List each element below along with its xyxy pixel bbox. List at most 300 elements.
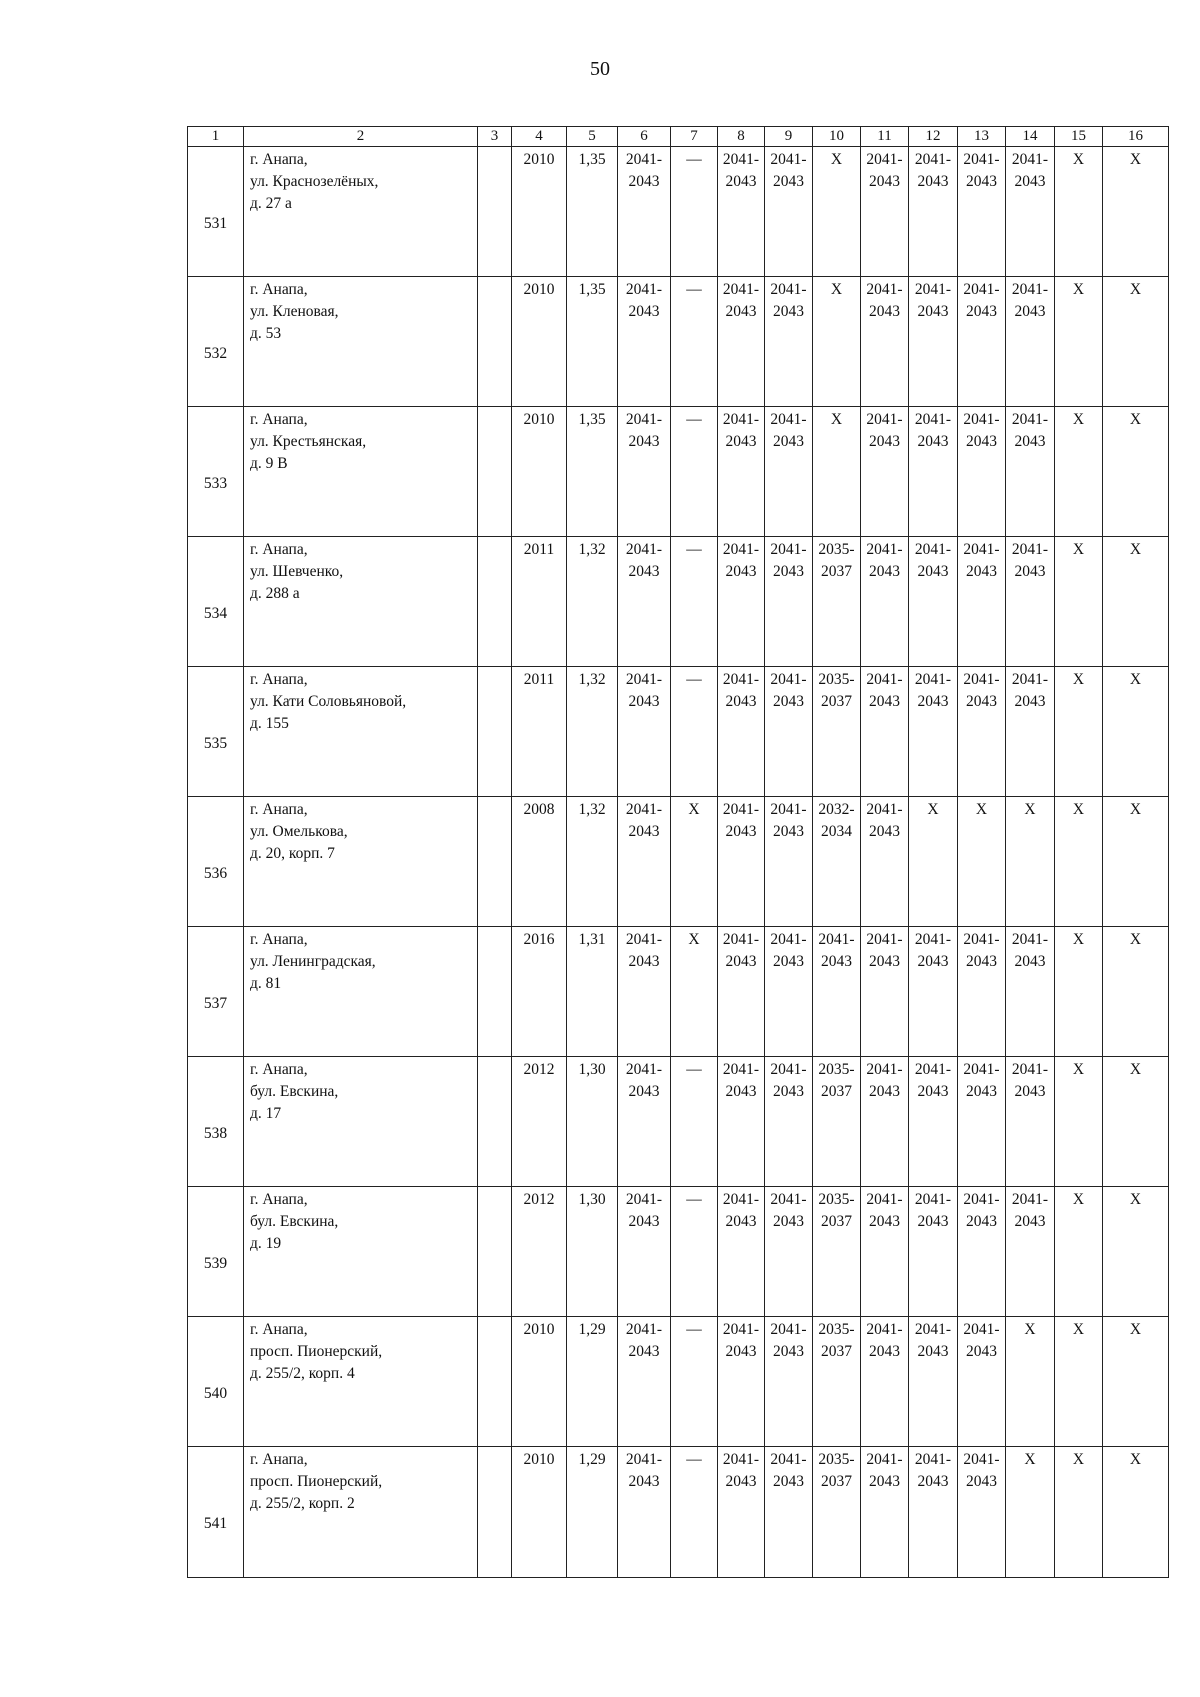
- cell-value: X: [1129, 1061, 1142, 1078]
- cell-value: 2041- 2043: [963, 541, 1000, 580]
- row-number-cell: [188, 407, 244, 537]
- data-cell: [958, 537, 1006, 667]
- table-row: [188, 1057, 1169, 1187]
- column-number-header: 11: [861, 127, 909, 147]
- data-cell: [958, 1317, 1006, 1447]
- column-number-header: 9: [765, 127, 813, 147]
- address-cell: [244, 1447, 478, 1578]
- data-cell: [478, 927, 512, 1057]
- data-cell: [1055, 537, 1103, 667]
- data-cell: [958, 797, 1006, 927]
- cell-value: 2041- 2043: [914, 1321, 952, 1360]
- data-cell: [567, 147, 618, 277]
- data-cell: [478, 537, 512, 667]
- data-cell: [567, 1447, 618, 1578]
- table-body: [188, 147, 1169, 1578]
- data-cell: [567, 927, 618, 1057]
- address-line: д. 53: [250, 325, 282, 342]
- cell-value: 2041- 2043: [866, 281, 903, 320]
- row-number: 537: [203, 994, 228, 1012]
- cell-value: X: [1072, 411, 1085, 428]
- address-line: д. 27 а: [250, 195, 292, 212]
- cell-value: 2041- 2043: [866, 1451, 903, 1490]
- cell-value: 2041- 2043: [1011, 1191, 1049, 1230]
- address-line: просп. Пионерский,: [250, 1343, 383, 1360]
- cell-value: X: [830, 281, 843, 298]
- data-cell: [671, 537, 718, 667]
- page-number: 50: [590, 58, 610, 80]
- address-line: г. Анапа,: [250, 151, 308, 168]
- data-cell: [1103, 1317, 1169, 1447]
- data-cell: [718, 407, 765, 537]
- column-number-header: 15: [1055, 127, 1103, 147]
- cell-value: 2032- 2034: [818, 801, 855, 840]
- row-number-cell: [188, 537, 244, 667]
- cell-value: 1,29: [578, 1451, 606, 1468]
- cell-value: 2041- 2043: [963, 671, 1000, 710]
- cell-value: X: [975, 801, 988, 818]
- cell-value: 2041- 2043: [722, 281, 760, 320]
- row-number-cell: [188, 667, 244, 797]
- data-cell: [512, 1317, 567, 1447]
- cell-value: 2041- 2043: [1011, 411, 1049, 450]
- table-row: [188, 277, 1169, 407]
- data-cell: [765, 537, 813, 667]
- cell-value: 1,29: [578, 1321, 606, 1338]
- cell-value: 2041- 2043: [914, 1061, 952, 1100]
- cell-value: 2041- 2043: [722, 1191, 760, 1230]
- row-number-cell: [188, 1057, 244, 1187]
- data-cell: [1006, 1317, 1055, 1447]
- address-line: ул. Краснозелёных,: [250, 173, 379, 190]
- data-cell: [567, 1187, 618, 1317]
- data-cell: [567, 1317, 618, 1447]
- data-cell: [1055, 147, 1103, 277]
- cell-value: X: [1129, 281, 1142, 298]
- cell-value: 2041- 2043: [914, 671, 952, 710]
- column-number-header: 8: [718, 127, 765, 147]
- cell-value: 1,32: [578, 541, 606, 558]
- cell-value: X: [1129, 1451, 1142, 1468]
- cell-value: 2010: [523, 151, 555, 168]
- cell-value: 2041- 2043: [963, 931, 1000, 970]
- cell-value: 2035- 2037: [818, 541, 855, 580]
- address-line: г. Анапа,: [250, 801, 308, 818]
- address-line: г. Анапа,: [250, 671, 308, 688]
- data-cell: [765, 1447, 813, 1578]
- address-cell: [244, 1187, 478, 1317]
- cell-value: 2041- 2043: [770, 411, 807, 450]
- data-cell: [958, 277, 1006, 407]
- data-cell: [861, 1187, 909, 1317]
- cell-value: 2041- 2043: [770, 281, 807, 320]
- cell-value: 2041- 2043: [625, 151, 663, 190]
- cell-value: 2041- 2043: [866, 541, 903, 580]
- data-cell: [861, 927, 909, 1057]
- data-cell: [813, 1447, 861, 1578]
- address-line: г. Анапа,: [250, 281, 308, 298]
- cell-value: 2041- 2043: [1011, 931, 1049, 970]
- data-cell: [512, 537, 567, 667]
- cell-value: 2041- 2043: [625, 801, 663, 840]
- row-number: 541: [203, 1515, 228, 1532]
- row-number: 535: [203, 734, 228, 752]
- data-cell: [567, 797, 618, 927]
- row-number: 536: [203, 864, 228, 882]
- table-row: [188, 1447, 1169, 1578]
- table-row: [188, 1187, 1169, 1317]
- address-line: ул. Ленинградская,: [250, 953, 376, 970]
- data-cell: [618, 927, 671, 1057]
- cell-value: 2041- 2043: [722, 1451, 760, 1490]
- cell-value: —: [686, 541, 702, 558]
- data-cell: [1006, 147, 1055, 277]
- data-cell: [813, 797, 861, 927]
- cell-value: —: [686, 1191, 702, 1208]
- address-line: г. Анапа,: [250, 1191, 308, 1208]
- cell-value: X: [1129, 411, 1142, 428]
- data-cell: [618, 797, 671, 927]
- data-cell: [671, 1187, 718, 1317]
- address-line: д. 255/2, корп. 4: [250, 1365, 355, 1382]
- cell-value: 2010: [523, 1321, 555, 1338]
- data-cell: [765, 277, 813, 407]
- cell-value: X: [1072, 931, 1085, 948]
- cell-value: 2041- 2043: [770, 151, 807, 190]
- data-cell: [958, 1447, 1006, 1578]
- cell-value: 2041- 2043: [722, 151, 760, 190]
- address-line: ул. Кленовая,: [250, 303, 339, 320]
- data-cell: [909, 147, 958, 277]
- cell-value: 2041- 2043: [866, 671, 903, 710]
- data-cell: [1006, 277, 1055, 407]
- cell-value: X: [1072, 541, 1085, 558]
- address-line: г. Анапа,: [250, 931, 308, 948]
- address-line: д. 255/2, корп. 2: [250, 1495, 355, 1512]
- data-cell: [1055, 1317, 1103, 1447]
- cell-value: 2041- 2043: [963, 411, 1000, 450]
- cell-value: 2041- 2043: [963, 1321, 1000, 1360]
- data-cell: [765, 1187, 813, 1317]
- data-cell: [909, 537, 958, 667]
- cell-value: 2041- 2043: [625, 281, 663, 320]
- data-cell: [813, 407, 861, 537]
- address-line: д. 155: [250, 715, 289, 732]
- cell-value: X: [1129, 1321, 1142, 1338]
- cell-value: 2011: [523, 671, 555, 688]
- data-cell: [512, 277, 567, 407]
- data-cell: [958, 927, 1006, 1057]
- row-number: 538: [203, 1124, 228, 1142]
- cell-value: 2041- 2043: [625, 931, 663, 970]
- cell-value: 2041- 2043: [963, 1191, 1000, 1230]
- data-cell: [765, 927, 813, 1057]
- cell-value: 2035- 2037: [818, 1321, 855, 1360]
- table-row: [188, 537, 1169, 667]
- data-cell: [1103, 147, 1169, 277]
- table-row: [188, 1317, 1169, 1447]
- cell-value: 2041- 2043: [625, 411, 663, 450]
- column-number-header: 16: [1103, 127, 1169, 147]
- cell-value: 2041- 2043: [1011, 151, 1049, 190]
- cell-value: 2041- 2043: [914, 151, 952, 190]
- address-line: бул. Евскина,: [250, 1083, 339, 1100]
- column-number-header: 12: [909, 127, 958, 147]
- data-cell: [813, 1187, 861, 1317]
- data-cell: [813, 537, 861, 667]
- address-line: г. Анапа,: [250, 411, 308, 428]
- address-cell: [244, 147, 478, 277]
- cell-value: 2041- 2043: [722, 411, 760, 450]
- data-cell: [671, 1317, 718, 1447]
- column-number-header: 14: [1006, 127, 1055, 147]
- data-cell: [1006, 1187, 1055, 1317]
- row-number-cell: [188, 1187, 244, 1317]
- address-line: д. 9 В: [250, 455, 288, 472]
- cell-value: X: [1072, 1191, 1085, 1208]
- data-cell: [478, 1317, 512, 1447]
- cell-value: 2041- 2043: [770, 931, 807, 970]
- data-cell: [618, 1447, 671, 1578]
- data-cell: [765, 147, 813, 277]
- cell-value: 1,35: [578, 411, 606, 428]
- data-cell: [958, 667, 1006, 797]
- data-cell: [478, 1057, 512, 1187]
- data-cell: [718, 797, 765, 927]
- data-cell: [1006, 797, 1055, 927]
- address-cell: [244, 667, 478, 797]
- data-cell: [671, 407, 718, 537]
- data-cell: [618, 1187, 671, 1317]
- table-row: [188, 797, 1169, 927]
- data-cell: [1103, 1447, 1169, 1578]
- cell-value: 2041- 2043: [914, 1191, 952, 1230]
- data-cell: [1006, 537, 1055, 667]
- data-cell: [1055, 407, 1103, 537]
- data-cell: [618, 407, 671, 537]
- column-number-header: 10: [813, 127, 861, 147]
- data-cell: [909, 1447, 958, 1578]
- cell-value: 1,35: [578, 151, 606, 168]
- column-number-header: 4: [512, 127, 567, 147]
- data-cell: [909, 1317, 958, 1447]
- cell-value: 2041- 2043: [963, 1451, 1000, 1490]
- data-cell: [671, 667, 718, 797]
- address-cell: [244, 1317, 478, 1447]
- cell-value: 2008: [523, 801, 555, 818]
- cell-value: X: [1024, 1321, 1036, 1338]
- data-cell: [909, 667, 958, 797]
- column-number-header: 1: [188, 127, 244, 147]
- cell-value: 2041- 2043: [770, 1451, 807, 1490]
- data-cell: [718, 147, 765, 277]
- table-row: [188, 147, 1169, 277]
- data-cell: [1006, 1447, 1055, 1578]
- address-line: ул. Крестьянская,: [250, 433, 367, 450]
- data-cell: [718, 1447, 765, 1578]
- cell-value: 2035- 2037: [818, 671, 855, 710]
- data-cell: [1103, 797, 1169, 927]
- data-cell: [478, 407, 512, 537]
- cell-value: 2041- 2043: [722, 541, 760, 580]
- data-cell: [512, 927, 567, 1057]
- data-cell: [909, 407, 958, 537]
- address-line: г. Анапа,: [250, 1061, 308, 1078]
- data-cell: [1006, 927, 1055, 1057]
- data-cell: [567, 277, 618, 407]
- data-cell: [718, 277, 765, 407]
- table-row: [188, 407, 1169, 537]
- data-cell: [671, 1447, 718, 1578]
- data-cell: [618, 277, 671, 407]
- data-cell: [718, 1057, 765, 1187]
- cell-value: 2041- 2043: [625, 541, 663, 580]
- data-cell: [478, 667, 512, 797]
- data-cell: [861, 667, 909, 797]
- cell-value: 2041- 2043: [818, 931, 855, 970]
- row-number-cell: [188, 797, 244, 927]
- data-cell: [909, 1187, 958, 1317]
- column-number-header: 5: [567, 127, 618, 147]
- address-line: просп. Пионерский,: [250, 1473, 383, 1490]
- row-number: 539: [203, 1254, 228, 1272]
- cell-value: 1,32: [578, 671, 606, 688]
- row-number-cell: [188, 277, 244, 407]
- data-cell: [567, 667, 618, 797]
- address-line: бул. Евскина,: [250, 1213, 339, 1230]
- data-cell: [813, 667, 861, 797]
- row-number: 533: [203, 474, 228, 492]
- data-cell: [909, 927, 958, 1057]
- data-cell: [478, 147, 512, 277]
- address-line: д. 17: [250, 1105, 282, 1122]
- address-line: д. 20, корп. 7: [250, 845, 335, 862]
- data-cell: [861, 147, 909, 277]
- address-cell: [244, 797, 478, 927]
- address-line: д. 288 а: [250, 585, 300, 602]
- cell-value: X: [1129, 541, 1142, 558]
- cell-value: X: [1072, 1321, 1085, 1338]
- cell-value: 2041- 2043: [866, 1061, 903, 1100]
- cell-value: X: [688, 931, 700, 948]
- cell-value: 2041- 2043: [866, 931, 903, 970]
- data-cell: [765, 797, 813, 927]
- data-cell: [618, 147, 671, 277]
- data-cell: [618, 1057, 671, 1187]
- cell-value: 2041- 2043: [1011, 671, 1049, 710]
- cell-value: X: [1129, 151, 1142, 168]
- data-cell: [478, 1187, 512, 1317]
- data-cell: [512, 1057, 567, 1187]
- cell-value: —: [686, 1061, 702, 1078]
- data-cell: [718, 1317, 765, 1447]
- data-cell: [478, 797, 512, 927]
- cell-value: 2041- 2043: [770, 541, 807, 580]
- cell-value: 2041- 2043: [1011, 281, 1049, 320]
- table-row: [188, 927, 1169, 1057]
- data-cell: [512, 1447, 567, 1578]
- data-cell: [567, 537, 618, 667]
- data-cell: [813, 1057, 861, 1187]
- cell-value: 2041- 2043: [1011, 1061, 1049, 1100]
- cell-value: 1,32: [578, 801, 606, 818]
- cell-value: 2012: [523, 1191, 555, 1208]
- data-cell: [567, 1057, 618, 1187]
- cell-value: 2041- 2043: [914, 1451, 952, 1490]
- repair-schedule-table: [187, 126, 1169, 1578]
- cell-value: 2041- 2043: [625, 1321, 663, 1360]
- cell-value: 2041- 2043: [625, 1451, 663, 1490]
- data-cell: [478, 1447, 512, 1578]
- cell-value: 2041- 2043: [625, 1061, 663, 1100]
- data-cell: [718, 537, 765, 667]
- cell-value: X: [1129, 801, 1142, 818]
- data-cell: [1055, 1187, 1103, 1317]
- data-cell: [861, 797, 909, 927]
- cell-value: 2035- 2037: [818, 1451, 855, 1490]
- column-number-header: 6: [618, 127, 671, 147]
- data-cell: [1103, 667, 1169, 797]
- cell-value: 2041- 2043: [722, 1061, 760, 1100]
- data-cell: [909, 797, 958, 927]
- address-cell: [244, 277, 478, 407]
- data-cell: [861, 407, 909, 537]
- data-cell: [1006, 407, 1055, 537]
- cell-value: 2041- 2043: [866, 1321, 903, 1360]
- data-cell: [765, 407, 813, 537]
- cell-value: 1,30: [578, 1191, 606, 1208]
- cell-value: 2010: [523, 281, 555, 298]
- data-cell: [1103, 407, 1169, 537]
- cell-value: 2041- 2043: [722, 671, 760, 710]
- row-number-cell: [188, 1317, 244, 1447]
- address-cell: [244, 537, 478, 667]
- cell-value: 2035- 2037: [818, 1061, 855, 1100]
- cell-value: 2016: [523, 931, 555, 948]
- data-cell: [671, 147, 718, 277]
- address-line: д. 81: [250, 975, 282, 992]
- cell-value: 2041- 2043: [914, 411, 952, 450]
- data-cell: [671, 927, 718, 1057]
- cell-value: X: [688, 801, 700, 818]
- cell-value: —: [686, 671, 702, 688]
- cell-value: 2041- 2043: [866, 801, 903, 840]
- cell-value: X: [1072, 1061, 1085, 1078]
- data-cell: [765, 667, 813, 797]
- data-cell: [478, 277, 512, 407]
- address-line: ул. Омелькова,: [250, 823, 348, 840]
- data-cell: [1055, 667, 1103, 797]
- data-cell: [618, 667, 671, 797]
- cell-value: 2041- 2043: [914, 281, 952, 320]
- data-cell: [671, 277, 718, 407]
- cell-value: 2035- 2037: [818, 1191, 855, 1230]
- cell-value: X: [1129, 1191, 1142, 1208]
- data-cell: [861, 1447, 909, 1578]
- cell-value: 2041- 2043: [770, 1321, 807, 1360]
- data-cell: [861, 1057, 909, 1187]
- cell-value: 2010: [523, 411, 555, 428]
- cell-value: 2041- 2043: [625, 1191, 663, 1230]
- column-number-header: 7: [671, 127, 718, 147]
- cell-value: X: [1072, 671, 1085, 688]
- data-cell: [512, 1187, 567, 1317]
- data-cell: [1055, 797, 1103, 927]
- cell-value: 1,35: [578, 281, 606, 298]
- data-cell: [1103, 1187, 1169, 1317]
- data-cell: [1103, 537, 1169, 667]
- address-line: г. Анапа,: [250, 541, 308, 558]
